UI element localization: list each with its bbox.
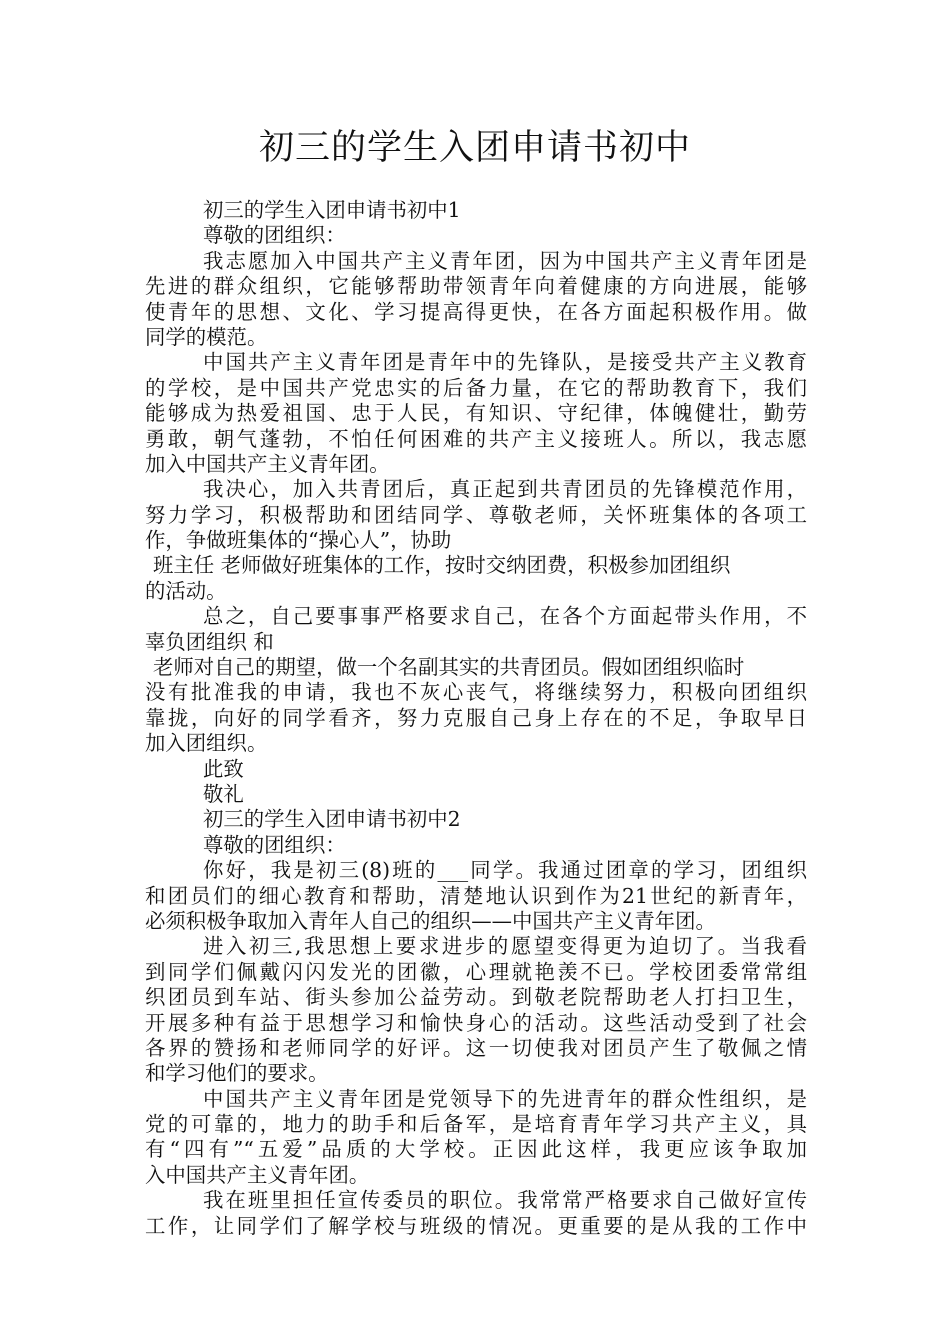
document-line: 尊敬的团组织： xyxy=(203,223,346,248)
document-line: 加入团组织。 xyxy=(145,731,268,756)
document-line: 加入中国共产主义青年团。 xyxy=(145,451,390,476)
document-line: 作，争做班集体的“操心人”，协助 xyxy=(145,528,452,553)
document-line: 老师对自己的期望，做一个名副其实的共青团员。假如团组织临时 xyxy=(153,655,745,680)
document-line: 的活动。 xyxy=(145,578,227,603)
document-line: 同学的模范。 xyxy=(145,324,268,349)
document-line: 此致 xyxy=(203,756,244,781)
document-line: 进入初三,我思想上要求进步的愿望变得更为迫切了。当我看 xyxy=(203,934,807,959)
document-line: 初三的学生入团申请书初中2 xyxy=(203,807,461,832)
document-line: 尊敬的团组织： xyxy=(203,832,346,857)
document-line: 我在班里担任宣传委员的职位。我常常严格要求自己做好宣传 xyxy=(203,1188,807,1213)
document-line: 的学校，是中国共产党忠实的后备力量，在它的帮助教育下，我们 xyxy=(145,375,807,400)
document-line: 有“四有”“五爱”品质的大学校。正因此这样，我更应该争取加 xyxy=(145,1137,807,1162)
document-line: 和学习他们的要求。 xyxy=(145,1061,329,1086)
document-line: 先进的群众组织，它能够帮助带领青年向着健康的方向进展，能够 xyxy=(145,274,807,299)
document-line: 努力学习，积极帮助和团结同学、尊敬老师，关怀班集体的各项工 xyxy=(145,502,807,527)
document-line: 入中国共产主义青年团。 xyxy=(145,1162,370,1187)
document-title: 初三的学生入团申请书初中 xyxy=(258,128,691,168)
document-body xyxy=(145,198,807,1239)
document-line: 党的可靠的，地力的助手和后备军，是培育青年学习共产主义，具 xyxy=(145,1112,807,1137)
document-line: 各界的赞扬和老师同学的好评。这一切使我对团员产生了敬佩之情 xyxy=(145,1035,807,1060)
document-line: 你好，我是初三(8)班的___同学。我通过团章的学习，团组织 xyxy=(203,858,807,883)
document-line: 中国共产主义青年团是青年中的先锋队，是接受共产主义教育 xyxy=(203,350,807,375)
document-line: 中国共产主义青年团是党领导下的先进青年的群众性组织，是 xyxy=(203,1086,807,1111)
document-line: 班主任 老师做好班集体的工作，按时交纳团费，积极参加团组织 xyxy=(153,553,731,578)
document-line: 靠拢，向好的同学看齐，努力克服自己身上存在的不足，争取早日 xyxy=(145,705,807,730)
document-line: 能够成为热爱祖国、忠于人民，有知识、守纪律，体魄健壮，勤劳 xyxy=(145,401,807,426)
document-line: 没有批准我的申请，我也不灰心丧气，将继续努力，积极向团组织 xyxy=(145,680,807,705)
document-line: 使青年的思想、文化、学习提高得更快，在各方面起积极作用。做 xyxy=(145,299,807,324)
document-line: 工作，让同学们了解学校与班级的情况。更重要的是从我的工作中 xyxy=(145,1213,807,1238)
document-line: 敬礼 xyxy=(203,781,244,806)
document-line: 必须积极争取加入青年人自己的组织——中国共产主义青年团。 xyxy=(145,908,716,933)
document-line: 勇敢，朝气蓬勃，不怕任何困难的共产主义接班人。所以，我志愿 xyxy=(145,426,807,451)
document-line: 初三的学生入团申请书初中1 xyxy=(203,198,461,222)
document-line: 织团员到车站、街头参加公益劳动。到敬老院帮助老人打扫卫生， xyxy=(145,985,807,1010)
document-line: 我决心，加入共青团后，真正起到共青团员的先锋模范作用， xyxy=(203,477,807,502)
document-line: 我志愿加入中国共产主义青年团，因为中国共产主义青年团是 xyxy=(203,248,807,273)
document-line: 开展多种有益于思想学习和愉快身心的活动。这些活动受到了社会 xyxy=(145,1010,807,1035)
document-line: 和团员们的细心教育和帮助，清楚地认识到作为21世纪的新青年， xyxy=(145,883,807,908)
document-line: 辜负团组织 和 xyxy=(145,629,274,654)
document-line: 总之，自己要事事严格要求自己，在各个方面起带头作用，不 xyxy=(203,604,807,629)
document-line: 到同学们佩戴闪闪发光的团徽，心理就艳羡不已。学校团委常常组 xyxy=(145,959,807,984)
